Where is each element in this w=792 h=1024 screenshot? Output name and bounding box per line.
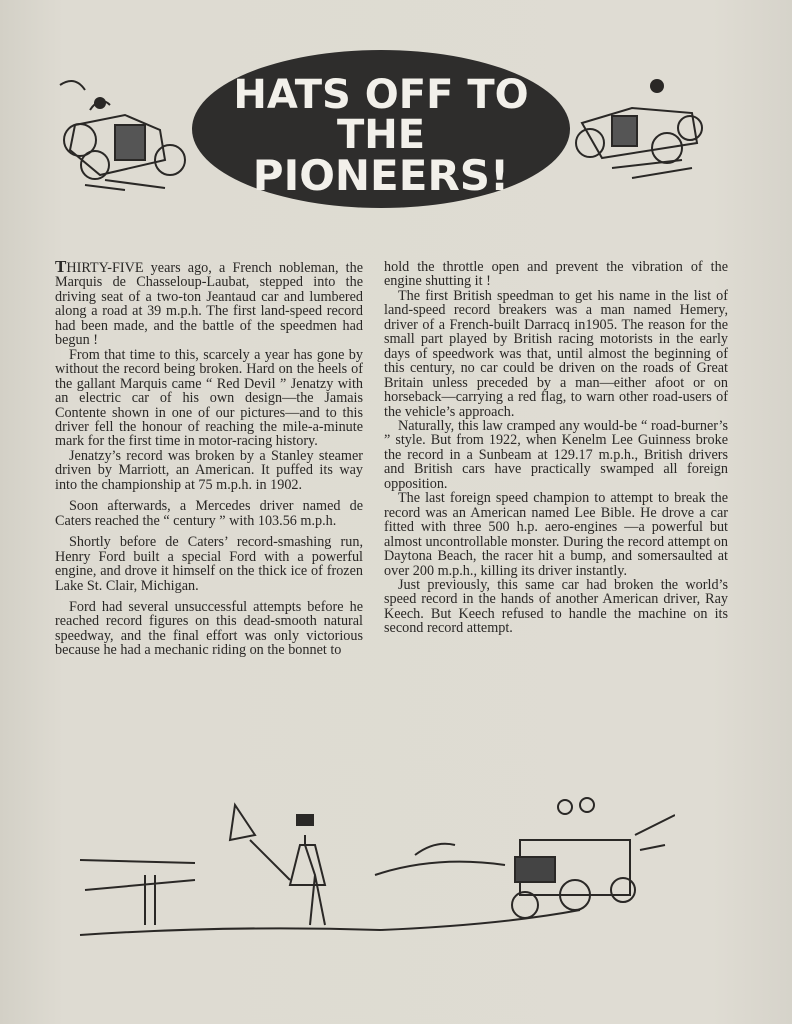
title-line-1: HATS OFF TO: [233, 72, 529, 118]
article-paragraph: [55, 257, 363, 349]
title-line-2: THE: [336, 112, 426, 158]
article-column-left: [55, 257, 363, 659]
title-banner: [190, 48, 572, 210]
article-paragraph: Shortly before de Caters’ record-smashing run, Henry Ford built a special Ford with a powerful engine, and drove it himself on the thick ice of frozen Lake St. Clair, Michigan.: [55, 534, 363, 594]
article-paragraph: Jenatzy’s record was broken by a Stanley steamer driven by Marriott, an American. It puffed its way into the championship at 75 m.p.h. in 1902.: [55, 447, 363, 493]
article-paragraph: The first British speedman to get his name in the list of land-speed record breakers was a man named Hemery, driver of a French-built Darracq in1905. The reason for the small part played by British racing motorists in the early days of speedwork was that, until almost the beginning of this century, no car could be driven on the roads of Great Britain unless preceded by a man—either afoot or on horseback—carrying a red flag, to warn other road-users of the vehicle’s approach.: [384, 287, 728, 420]
article-paragraph: Naturally, this law cramped any would-be “ road-burner’s ” style. But from 1922, when Kenelm Lee Guinness broke the record in a Sunbeam at 129.17 m.p.h., British drivers and British cars have practically swamped all foreign opposition.: [384, 417, 728, 492]
article-paragraph: Just previously, this same car had broken the world’s speed record in the hands of another American driver, Ray Keech. But Keech refused to handle the machine on its second record attempt.: [384, 576, 728, 637]
red-flag-man-and-car-illustration: [75, 795, 675, 945]
paragraph-text: HIRTY-FIVE years ago, a French nobleman, the Marquis de Chasseloup-Laubat, stepped into the driving seat of a two-ton Jeantaud car and lumbered along a road at 39 m.p.h. The first land-speed record had been made, and the battle of the speedmen had begun !: [55, 260, 363, 349]
article-paragraph: Soon afterwards, a Mercedes driver named de Caters reached the “ century ” with 103.56 m.p.h.: [55, 498, 363, 529]
drop-cap: T: [55, 257, 67, 276]
vintage-race-car-illustration-right: [572, 68, 707, 188]
article-paragraph: From that time to this, scarcely a year has gone by without the record being broken. Hard on the heels of the gallant Marquis came “ Red Devil ” Jenatzy with an electric car of his own design—the Jamais Contente shown in one of our pictures—and to this driver fell the honour of reaching the mile-a-minute mark for the first time in motor-racing history.: [55, 346, 363, 450]
article-paragraph: Ford had several unsuccessful attempts before he reached record figures on this dead-smooth natural speedway, and the final effort was only victorious because he had a mechanic riding on the bonnet to: [55, 598, 363, 659]
vintage-race-car-illustration-left: [55, 75, 190, 195]
article-paragraph: hold the throttle open and prevent the vibration of the engine shutting it !: [384, 259, 728, 290]
title-line-3: PIONEERS!: [252, 151, 510, 200]
article-column-right: [384, 260, 728, 636]
article-paragraph: The last foreign speed champion to attempt to break the record was an American named Lee Bible. He drove a car fitted with three 500 h.p. aero-engines —a powerful but almost uncontrollable monster. During the record attempt on Daytona Beach, the racer hit a bump, and somersaulted at over 200 m.p.h., killing its driver instantly.: [384, 490, 728, 579]
